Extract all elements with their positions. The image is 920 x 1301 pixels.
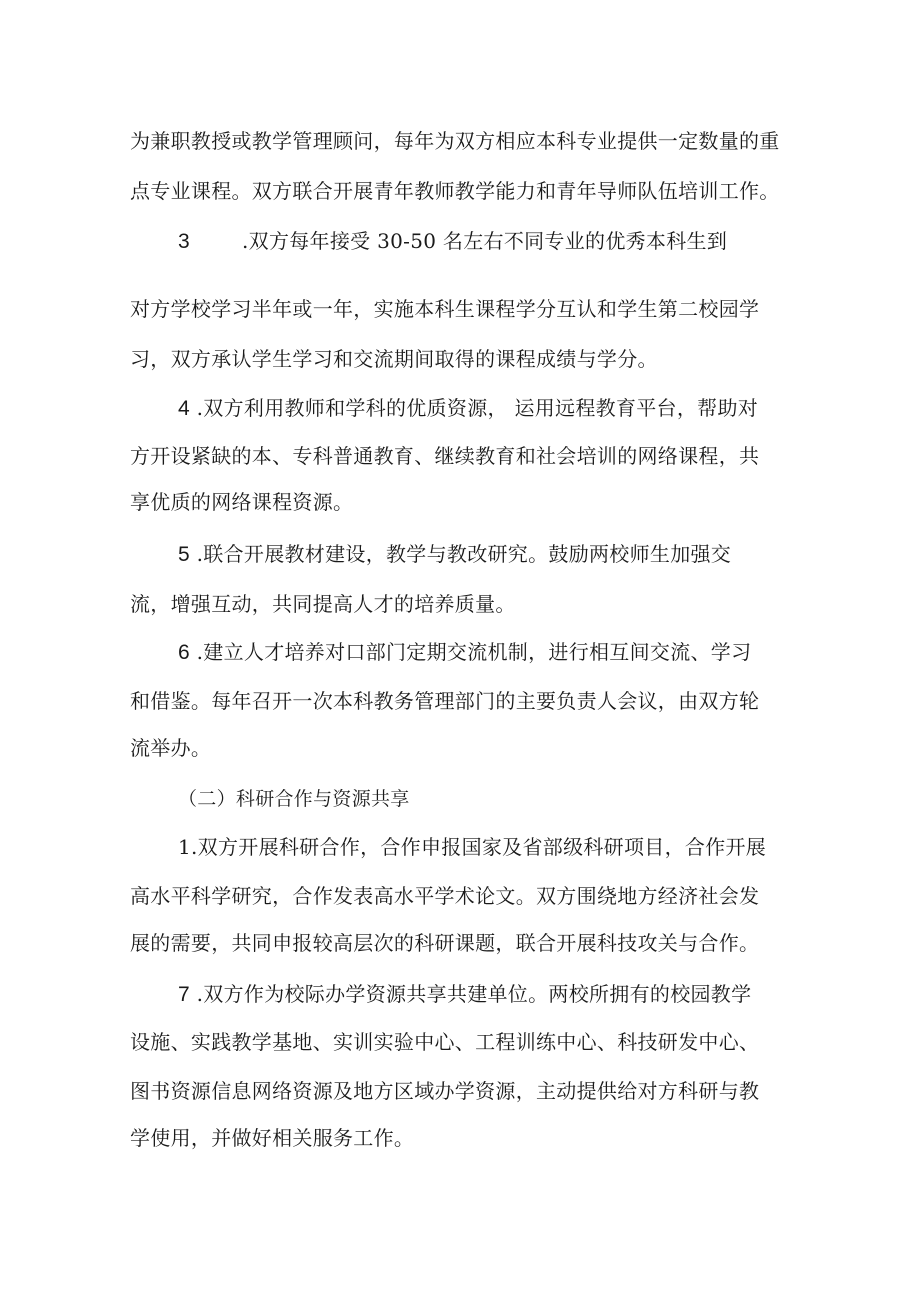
paragraph-line: 习，双方承认学生学习和交流期间取得的课程成绩与学分。 <box>130 347 658 371</box>
paragraph-line: 为兼职教授或教学管理顾问，每年为双方相应本科专业提供一定数量的重 <box>130 129 780 153</box>
paragraph-line: 方开设紧缺的本、专科普通教育、继续教育和社会培训的网络课程，共 <box>130 444 760 468</box>
item-text: .双方作为校际办学资源共享共建单位。两校所拥有的校园教学 <box>189 982 752 1006</box>
numbered-item-4 <box>178 395 758 422</box>
item-text: .联合开展教材建设，教学与教改研究。鼓励两校师生加强交 <box>189 542 732 566</box>
paragraph-line: 高水平科学研究，合作发表高水平学术论文。双方围绕地方经济社会发 <box>130 884 760 908</box>
item-number: 7 <box>178 983 190 1006</box>
numbered-item-5 <box>178 541 731 568</box>
item-text: .双方每年接受 30-50 名左右不同专业的优秀本科生到 <box>242 229 728 253</box>
numbered-item-6 <box>178 639 751 666</box>
paragraph-line: 和借鉴。每年召开一次本科教务管理部门的主要负责人会议，由双方轮 <box>130 689 760 713</box>
paragraph-line: 学使用，并做好相关服务工作。 <box>130 1126 415 1150</box>
item-text: .建立人才培养对口部门定期交流机制，进行相互间交流、学习 <box>189 640 752 664</box>
paragraph-line: 点专业课程。双方联合开展青年教师教学能力和青年导师队伍培训工作。 <box>130 179 780 203</box>
item-number: 4 <box>178 397 190 420</box>
paragraph-line: 享优质的网络课程资源。 <box>130 490 354 514</box>
section-heading: （二）科研合作与资源共享 <box>178 788 410 810</box>
paragraph-line: 图书资源信息网络资源及地方区域办学资源，主动提供给对方科研与教 <box>130 1079 760 1103</box>
paragraph-line: 1.双方开展科研合作，合作申报国家及省部级科研项目，合作开展 <box>178 835 767 859</box>
numbered-item-3 <box>178 228 727 255</box>
paragraph-line: 流，增强互动，共同提高人才的培养质量。 <box>130 592 516 616</box>
numbered-item-7 <box>178 981 751 1008</box>
paragraph-line: 流举办。 <box>130 736 212 760</box>
item-number: 5 <box>178 543 190 566</box>
paragraph-line: 设施、实践教学基地、实训实验中心、工程训练中心、科技研发中心、 <box>130 1030 760 1054</box>
item-number: 3 <box>178 230 190 253</box>
paragraph-line: 对方学校学习半年或一年，实施本科生课程学分互认和学生第二校园学 <box>130 297 760 321</box>
paragraph-line: 展的需要，共同申报较高层次的科研课题，联合开展科技攻关与合作。 <box>130 931 760 955</box>
item-text: .双方利用教师和学科的优质资源， 运用远程教育平台，帮助对 <box>189 396 759 420</box>
item-number: 6 <box>178 641 190 664</box>
